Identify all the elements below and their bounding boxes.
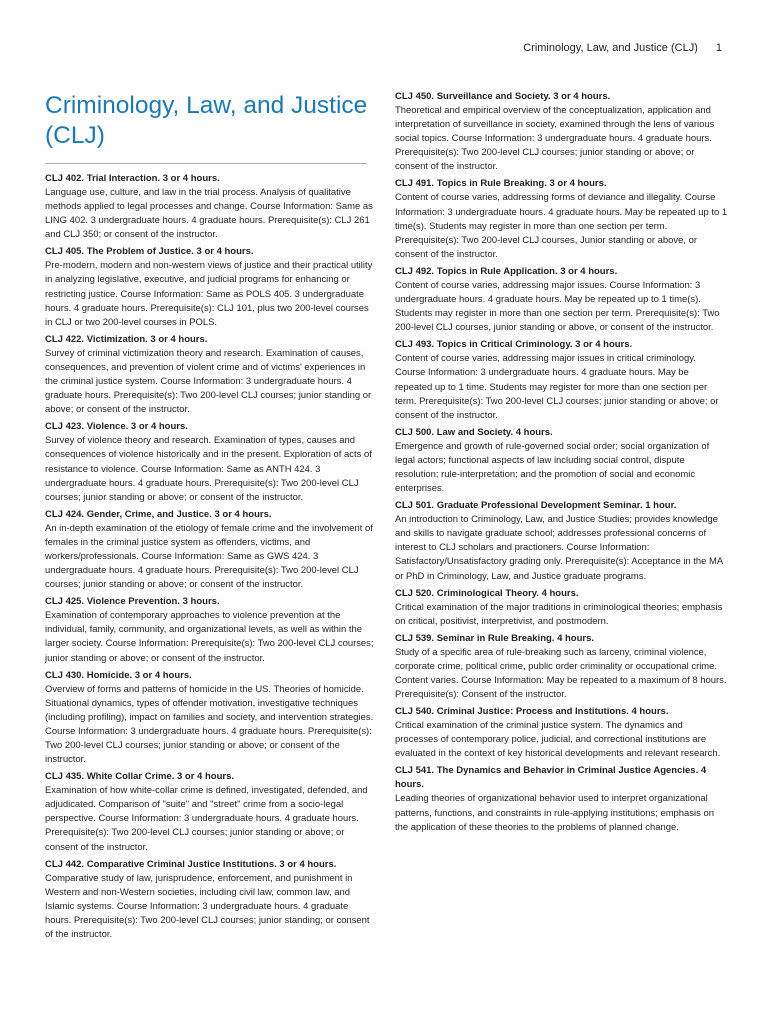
course-heading: CLJ 501. Graduate Professional Development Seminar. 1 hour. bbox=[395, 500, 677, 512]
course-description: Emergence and growth of rule-governed social order; social organization of legal actors; functional aspects of law including social control, dispute resolution; rule-interpretation; and the promotion of social and economic enterprises. bbox=[395, 440, 710, 495]
course-heading: CLJ 493. Topics in Critical Criminology. 3 or 4 hours. bbox=[395, 339, 633, 351]
course-heading: CLJ 422. Victimization. 3 or 4 hours. bbox=[45, 333, 208, 345]
course-description: Content of course varies, addressing major issues. Course Information: 3 undergraduate hours. 4 graduate hours. May be repeated up to 1 time(s). Students may register in more than one section per term. Prerequisite(s): Two 200-level CLJ courses, junior standing or above, or consent of the instructor. bbox=[395, 279, 720, 334]
course-heading: CLJ 491. Topics in Rule Breaking. 3 or 4 hours. bbox=[395, 178, 607, 190]
course-entry bbox=[45, 669, 377, 768]
course-description: Content of course varies, addressing major issues in critical criminology. Course Information: 3 undergraduate hours. 4 graduate hours. May be repeated up to 1 time. Students may register for more than one section per term. Prerequisite(s): Two 200-level CLJ courses; junior standing or above; or consent of the instructor. bbox=[395, 353, 719, 421]
course-entry bbox=[45, 245, 377, 329]
course-description: Leading theories of organizational behavior used to interpret organizational patterns, functions, and constraints in rule-applying institutions; emphasis on the application of these theories to the problems of planned change. bbox=[395, 793, 714, 833]
page-title: Criminology, Law, and Justice (CLJ) bbox=[45, 92, 368, 149]
course-entry bbox=[395, 705, 728, 761]
course-description: Critical examination of the criminal justice system. The dynamics and processes of contemporary police, judicial, and correctional institutions are evaluated in the context of key historical developments and relevant research. bbox=[395, 720, 721, 760]
page-number: 1 bbox=[715, 42, 722, 54]
course-heading: CLJ 423. Violence. 3 or 4 hours. bbox=[45, 421, 188, 433]
running-header bbox=[523, 42, 722, 54]
course-description: Critical examination of the major traditions in criminological theories; emphasis on critical, positivist, interpretivist, and postmodern. bbox=[395, 601, 723, 627]
right-column bbox=[395, 90, 728, 838]
course-description: Theoretical and empirical overview of the conceptualization, application and interpretation of surveillance in society, examined through the lens of various social topics. Course Information: 3 undergraduate hours. 4 graduate hours. Prerequisite(s): Two 200-level CLJ courses; junior standing or above; or consent of the instructor. bbox=[395, 105, 715, 173]
running-title: Criminology, Law, and Justice (CLJ) bbox=[523, 42, 698, 54]
course-heading: CLJ 425. Violence Prevention. 3 hours. bbox=[45, 596, 220, 608]
course-entry bbox=[395, 632, 728, 702]
course-heading: CLJ 405. The Problem of Justice. 3 or 4 hours. bbox=[45, 246, 254, 258]
course-entry bbox=[395, 265, 728, 335]
course-heading: CLJ 424. Gender, Crime, and Justice. 3 or 4 hours. bbox=[45, 508, 272, 520]
course-description: Survey of criminal victimization theory and research. Examination of causes, consequences, and prevention of violent crime and of victims' experiences in the criminal justice system. Course Information: 3 undergraduate hours. 4 graduate hours. Prerequisite(s): Two 200-level CLJ courses; junior standing or above; or consent of the instructor. bbox=[45, 347, 372, 416]
course-description: Comparative study of law, jurisprudence, enforcement, and punishment in Western and non-Western societies, including civil law, common law, and Islamic systems. Course Information: 3 undergraduate hours. 4 graduate hours. Prerequisite(s): Two 200-level CLJ courses; junior standing; or consent of the instructor. bbox=[45, 872, 370, 941]
right-course-list bbox=[395, 90, 728, 835]
course-heading: CLJ 539. Seminar in Rule Breaking. 4 hours. bbox=[395, 632, 595, 644]
course-description: Examination of contemporary approaches to violence prevention at the individual, family, community, and organizational levels, as well as within the larger society. Course Information: Prerequisite(s): Two 200-level CLJ courses; junior standing or above; or consent of the instructor. bbox=[45, 610, 374, 664]
course-heading: CLJ 492. Topics in Rule Application. 3 or 4 hours. bbox=[395, 265, 618, 277]
course-description: Overview of forms and patterns of homicide in the US. Theories of homicide. Situational dynamics, types of offender motivation, investigative techniques (including profiling), impact on families and society, and intervention strategies. Course Information: 3 undergraduate hours. 4 graduate hours. Prerequisite(s): Two 200-level CLJ courses; junior standing or above; or consent of the instructor. bbox=[45, 683, 374, 766]
course-heading: CLJ 540. Criminal Justice: Process and Institutions. 4 hours. bbox=[395, 706, 669, 718]
course-heading: CLJ 430. Homicide. 3 or 4 hours. bbox=[45, 669, 192, 681]
course-entry bbox=[395, 764, 728, 834]
course-entry bbox=[45, 420, 377, 504]
course-entry bbox=[395, 177, 728, 261]
course-description: Survey of violence theory and research. Examination of types, causes and consequences of violence historically and in the present. Exploration of acts of resistance to violence. Course Information: Same as ANTH 424. 3 undergraduate hours. 4 graduate hours. Prerequisite(s): Two 200-level CLJ courses; junior standing or above; or consent of the instructor. bbox=[45, 435, 372, 503]
course-heading: CLJ 442. Comparative Criminal Justice Institutions. 3 or 4 hours. bbox=[45, 858, 337, 870]
course-entry bbox=[395, 426, 728, 496]
course-entry bbox=[395, 90, 728, 174]
course-entry bbox=[45, 172, 377, 242]
course-entry bbox=[395, 338, 728, 422]
course-entry bbox=[45, 595, 377, 665]
left-column bbox=[45, 90, 377, 945]
course-description: Content of course varies, addressing forms of deviance and illegality. Course Information: 3 undergraduate hours. 4 graduate hours. May be repeated up to 1 time(s). Students may register in more than one section per term. Prerequisite(s): Two 200-level CLJ courses, Junior standing or above, or consent of the instructor. bbox=[395, 192, 728, 260]
course-entry bbox=[45, 508, 377, 592]
course-heading: CLJ 520. Criminological Theory. 4 hours. bbox=[395, 587, 579, 599]
title-divider bbox=[45, 163, 367, 164]
course-heading: CLJ 541. The Dynamics and Behavior in Criminal Justice Agencies. 4 hours. bbox=[395, 765, 707, 791]
left-course-list bbox=[45, 172, 377, 942]
course-heading: CLJ 435. White Collar Crime. 3 or 4 hours. bbox=[45, 771, 234, 783]
course-entry bbox=[395, 499, 728, 583]
course-description: Study of a specific area of rule-breaking such as larceny, criminal violence, corporate crime, political crime, public order criminality or occupational crime. Content varies. Course Information: May be repeated to a maximum of 8 hours. Prerequisite(s): Consent of the instructor. bbox=[395, 646, 727, 701]
course-heading: CLJ 450. Surveillance and Society. 3 or 4 hours. bbox=[395, 91, 611, 102]
course-description: An introduction to Criminology, Law, and Justice Studies; provides knowledge and skills to navigate graduate school; addresses professional concerns of interest to CLJ scholars and practioners. Course Information: Satisfactory/Unsatisfactory grading only. Prerequisite(s): Acceptance in the MA or PhD in Criminology, Law, and Justice graduate programs. bbox=[395, 514, 723, 582]
course-entry bbox=[395, 587, 728, 629]
course-description: Examination of how white-collar crime is defined, investigated, defended, and adjudicated. Comparison of "suite" and "street" crime from a socio-legal perspective. Course Information: 3 undergraduate hours. 4 graduate hours. Prerequisite(s): Two 200-level CLJ courses; junior standing or above; or consent of the instructor. bbox=[45, 785, 368, 853]
course-description: Pre-modern, modern and non-western views of justice and their practical utility in analyzing legislative, executive, and judicial programs for enhancing or restricting justice. Course Information: Same as POLS 405. 3 undergraduate hours. 4 graduate hours. Prerequisite(s): CLJ 101, plus two 200-level courses in CLJ or two 200-level courses in POLS. bbox=[45, 260, 373, 328]
course-entry bbox=[45, 858, 377, 942]
course-entry bbox=[45, 333, 377, 417]
course-heading: CLJ 402. Trial Interaction. 3 or 4 hours. bbox=[45, 173, 220, 184]
course-entry bbox=[45, 770, 377, 854]
course-description: Language use, culture, and law in the trial process. Analysis of qualitative methods applied to legal processes and change. Course Information: Same as LING 402. 3 undergraduate hours. 4 graduate hours. Prerequisite(s): CLJ 261 and CLJ 350; or consent of the instructor. bbox=[45, 187, 373, 241]
course-heading: CLJ 500. Law and Society. 4 hours. bbox=[395, 426, 553, 438]
course-description: An in-depth examination of the etiology of female crime and the involvement of females in the criminal justice system as offenders, victims, and workers/professionals. Course Information: Same as GWS 424. 3 undergraduate hours. 4 graduate hours. Prerequisite(s): Two 200-level CLJ courses; junior standing or above; or consent of the instructor. bbox=[45, 522, 373, 591]
